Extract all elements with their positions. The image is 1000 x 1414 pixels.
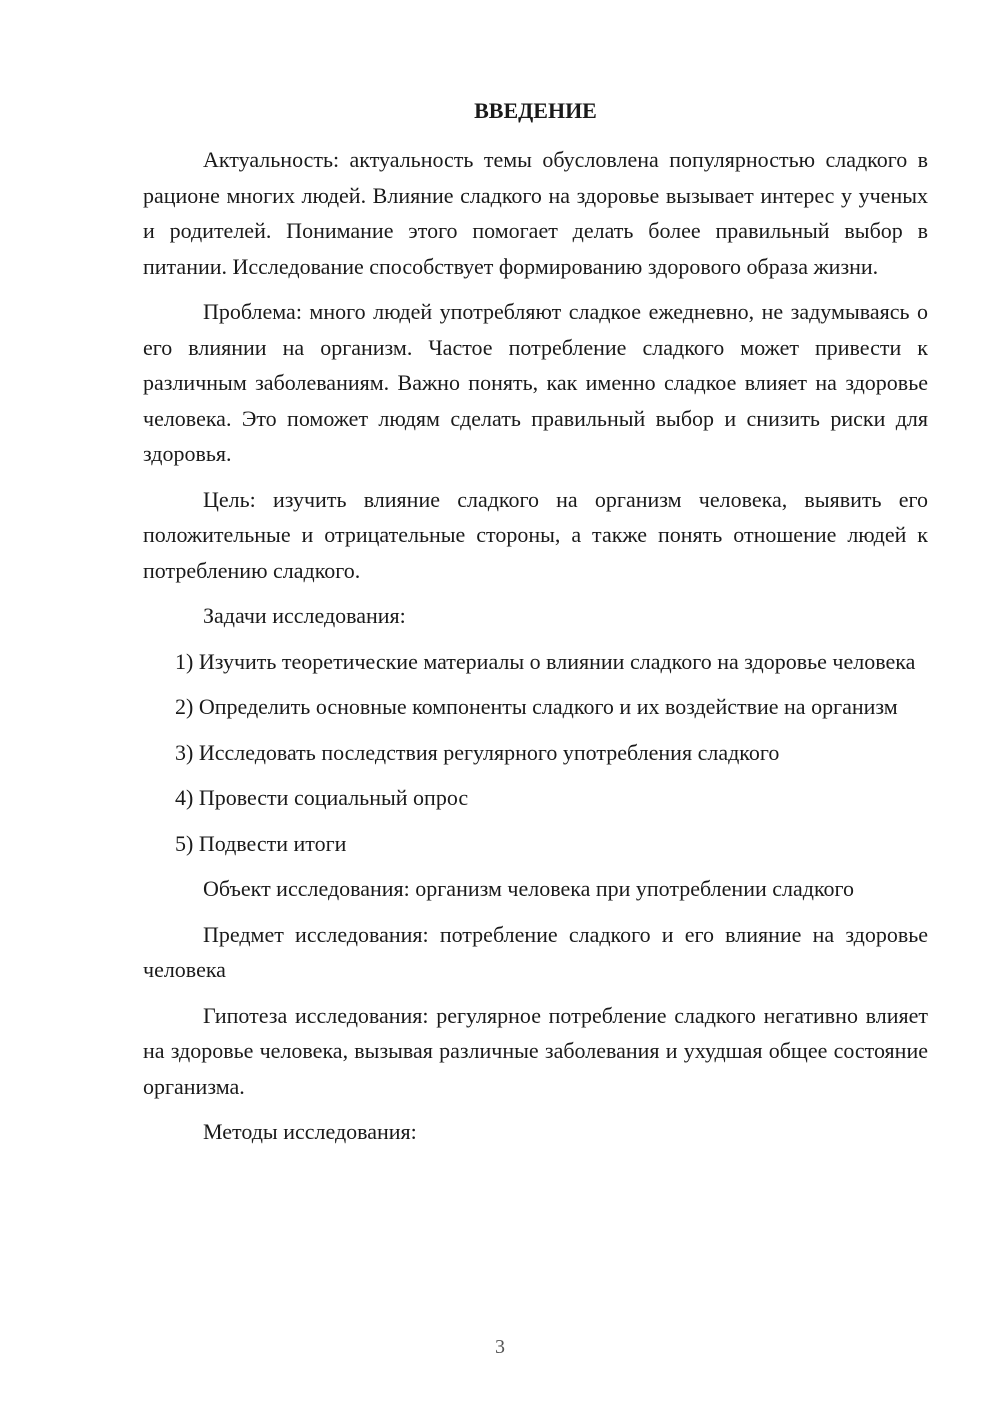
task-item-4: 4) Провести социальный опрос bbox=[175, 785, 469, 810]
task-item-3: 3) Исследовать последствия регулярного употребления сладкого bbox=[175, 739, 780, 765]
task-item-5: 5) Подвести итоги bbox=[175, 830, 347, 856]
subject-paragraph: Предмет исследования: потребление сладкого и его влияние на здоровье человека bbox=[143, 921, 928, 982]
hypothesis-paragraph: Гипотеза исследования: регулярное потребление сладкого негативно влияет на здоровье человека, вызывая различные заболевания и ухудшая общее состояние организма. bbox=[143, 1002, 928, 1099]
page-number: 3 bbox=[495, 1336, 505, 1358]
section-heading: ВВЕДЕНИЕ bbox=[474, 98, 597, 123]
problem-paragraph: Проблема: много людей употребляют сладкое ежедневно, не задумываясь о его влиянии на организм. Частое потребление сладкого может привести к различным заболеваниям. Важно понять, как именно сладкое влияет на здоровье человека. Это поможет людям сделать правильный выбор и снизить риски для здоровья. bbox=[143, 299, 928, 466]
object-paragraph: Объект исследования: организм человека при употреблении сладкого bbox=[203, 876, 854, 901]
document-page bbox=[143, 96, 928, 1160]
methods-title: Методы исследования: bbox=[203, 1119, 417, 1144]
relevance-paragraph: Актуальность: актуальность темы обусловлена популярностью сладкого в рационе многих людей. Влияние сладкого на здоровье вызывает интерес у ученых и родителей. Понимание этого помогает делать более правильный выбор в питании. Исследование способствует формированию здорового образа жизни. bbox=[143, 147, 928, 279]
tasks-title: Задачи исследования: bbox=[203, 603, 406, 628]
goal-paragraph: Цель: изучить влияние сладкого на организм человека, выявить его положительные и отрицательные стороны, а также понять отношение людей к потреблению сладкого. bbox=[143, 486, 928, 583]
task-item-2: 2) Определить основные компоненты сладкого и их воздействие на организм bbox=[175, 694, 898, 719]
task-item-1: 1) Изучить теоретические материалы о влиянии сладкого на здоровье человека bbox=[175, 648, 916, 674]
